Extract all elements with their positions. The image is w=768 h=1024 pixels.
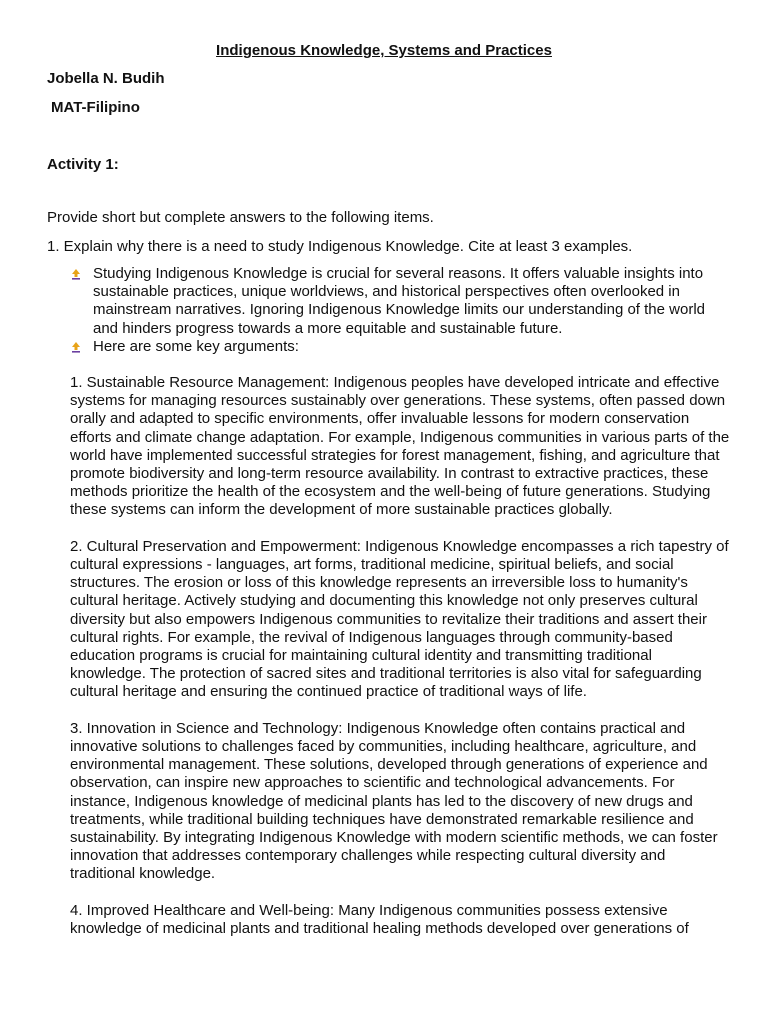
- bullet-item: [70, 338, 730, 356]
- paragraph-cultural-preservation: 2. Cultural Preservation and Empowerment: Indigenous Knowledge encompasses a rich tapestry of cultural expressions - languages, art forms, traditional medicine, spiritual beliefs, and social structures. The erosion or loss of this knowledge represents an irreversible loss to humanity's cultural heritage. Actively studying and documenting this knowledge not only preserves cultural diversity but also empowers Indigenous communities to revitalize their traditions and assert their cultural rights. For example, the revival of Indigenous languages through community-based education programs is crucial for maintaining cultural identity and transmitting traditional knowledge. The protection of sacred sites and traditional territories is also vital for safeguarding cultural heritage and ensuring the continued practice of traditional ways of life.: [70, 537, 729, 701]
- arrow-bullet-icon: [70, 341, 82, 353]
- bullet-text: Studying Indigenous Knowledge is crucial for several reasons. It offers valuable insights into sustainable practices, unique worldviews, and historical perspectives often overlooked in mainstream narratives. Ignoring Indigenous Knowledge limits our understanding of the world and hinders progress towards a more equitable and sustainable future.: [93, 265, 706, 337]
- paragraph-innovation-science: 3. Innovation in Science and Technology: Indigenous Knowledge often contains practical and innovative solutions to challenges faced by communities, including healthcare, agriculture, and environmental management. These solutions, developed through generations of experience and observation, can inspire new approaches to scientific and technological advancements. For instance, Indigenous knowledge of medicinal plants has led to the discovery of new drugs and treatments, while traditional building techniques have demonstrated remarkable resilience and sustainability. By integrating Indigenous Knowledge with modern scientific methods, we can foster innovation that addresses contemporary challenges while respecting cultural diversity and traditional knowledge.: [70, 719, 718, 883]
- paragraph-sustainable-resource-management: 1. Sustainable Resource Management: Indigenous peoples have developed intricate and effective systems for managing resources sustainably over generations. These systems, often passed down orally and adapted to specific environments, offer invaluable lessons for modern conservation efforts and climate change adaptation. For example, Indigenous communities in various parts of the world have implemented successful strategies for forest management, fishing, and agriculture that promote biodiversity and long-term resource availability. In contrast to extractive practices, these methods prioritize the health of the ecosystem and the well-being of future generations. Studying these systems can inform the development of more sustainable practices globally.: [70, 374, 730, 519]
- document-title: Indigenous Knowledge, Systems and Practices: [216, 42, 552, 59]
- bullet-item: [70, 265, 730, 338]
- paragraph-improved-healthcare: 4. Improved Healthcare and Well-being: Many Indigenous communities possess extensive knowledge of medicinal plants and traditional healing methods developed over generations of: [70, 901, 689, 938]
- author-name: Jobella N. Budih: [47, 70, 165, 87]
- program-name: MAT-Filipino: [51, 99, 140, 116]
- question-text: 1. Explain why there is a need to study Indigenous Knowledge. Cite at least 3 examples.: [47, 238, 633, 255]
- instruction-text: Provide short but complete answers to the following items.: [47, 209, 434, 226]
- activity-heading: Activity 1:: [47, 156, 119, 173]
- arrow-bullet-icon: [70, 268, 82, 280]
- body-content: [70, 374, 730, 956]
- bullet-text: Here are some key arguments:: [93, 337, 299, 355]
- bullet-list: [70, 265, 730, 356]
